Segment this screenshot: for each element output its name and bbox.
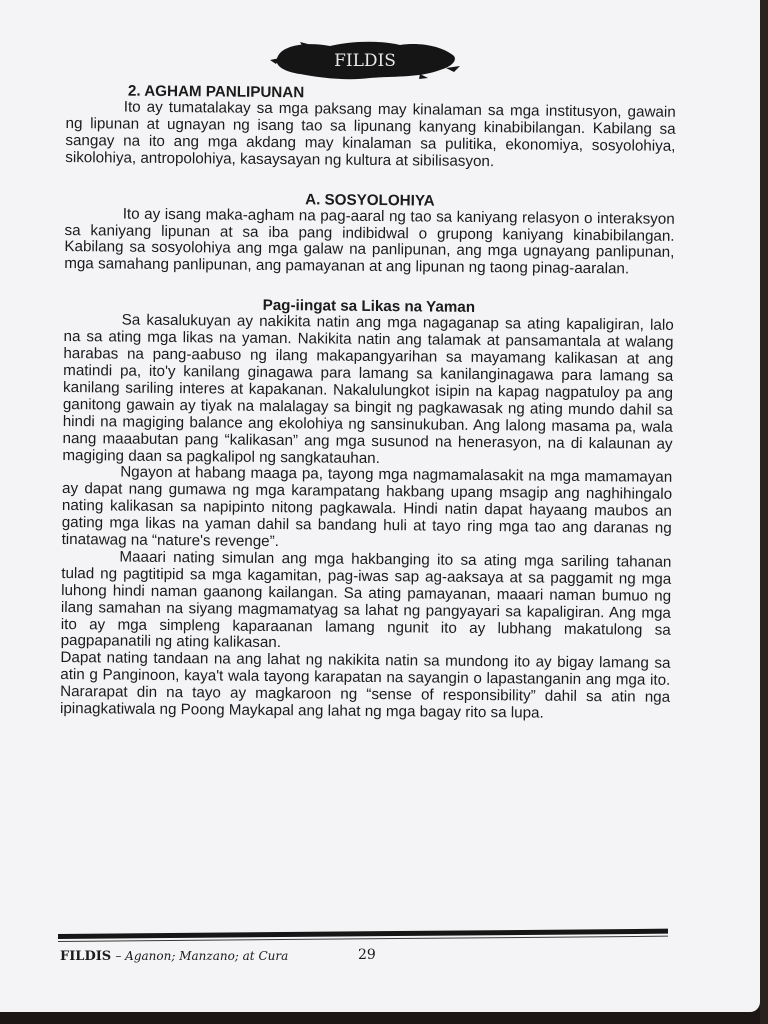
paragraph-sosyolohiya: Ito ay isang maka-agham na pag-aaral ng tao sa kaniyang relasyon o interaksyon sa kaniyang lipunan at sa iba pang indibidwal o grupong kaniyang kinabibilangan. Kabilang sa sosyolohiya ang mga galaw na panlipunan, ang mga ugnayang panlipunan, mga samahang panlipunan, ang pamayanan at ang lipunan ng taong pinag-aaralan. <box>64 205 675 278</box>
section-heading-agham-panlipunan: 2. AGHAM PANLIPUNAN <box>127 82 305 102</box>
paragraph-likas-yaman-1: Sa kasalukuyan ay nakikita natin ang mga nagaganap sa ating kapaligiran, lalo na sa ating mga likas na yaman. Nakikita natin ang talamak at pansamantala at walang harabas na pang-aabuso ng ilang makapangyarihan sa mayamang kalikasan at ang matindi pa, ito'y kanilang ginagawa para lamang sa kanilanginagawa para lamang sa kanilang sariling interes at kapakanan. Nakalulungkot isipin na kapag nagpatuloy pa ang ganitong gawain ay tiyak na malalagay sa bingit ng pagkawasak ng ating mundo dahil sa hindi na magiging balance ang ekolohiya ng sansinukuban. Ang lalong masama pa, wala nang maaabutan pang “kalikasan” ang mga susunod na henerasyon, na di kalaunan ay magiging daan sa pagkalipol ng sangkatauhan. <box>62 311 674 467</box>
fildis-logo <box>270 38 460 82</box>
paragraph-likas-yaman-3: Maaari nating simulan ang mga hakbanging ito sa ating mga sariling tahanan tulad ng pagtitipid sa mga kagamitan, pag-iwas sap ag-aaksaya at sa paggamit ng mga luhong hindi naman gaanong kailangan. Sa ating pamayanan, maaari naman bumuo ng ilang samahan na siyang magmamatyag sa lahat ng pangyayari sa kapaligiran. Ang mga ito ay mga simpleng kaparaanan lamang ngunit ito ay lubhang makatulong sa pagpapanatili ng ating kalikasan. <box>60 548 672 652</box>
page-edge-shadow <box>760 0 768 1024</box>
paragraph-agham-panlipunan: Ito ay tumatalakay sa mga paksang may kinalaman sa mga institusyon, gawain ng lipunan at ugnayan ng isang tao sa lipunang kanyang kinabibilangan. Kabilang sa sangay na ito ang mga akdang may kinalaman sa pulitika, ekonomiya, sosyolohiya, sikolohiya, antropolohiya, kasaysayan ng kultura at sibilisasyon. <box>65 98 676 170</box>
footer-credit <box>60 949 288 964</box>
section-heading-sosyolohiya: A. SOSYOLOHIYA <box>305 190 435 210</box>
section-heading-likas-na-yaman: Pag-iingat sa Likas na Yaman <box>262 297 476 317</box>
document-body <box>60 82 676 724</box>
footer-authors: – Aganon; Manzano; at Cura <box>115 949 289 963</box>
svg-text:FILDIS: FILDIS <box>334 51 396 71</box>
paragraph-likas-yaman-2: Ngayon at habang maaga pa, tayong mga nagmamalasakit na mga mamamayan ay dapat nang gumawa ng mga karampatang hakbang upang msagip ang naghihingalo nating kalikasan sa napipinto nitong pagkawala. Hindi natin dapat hayaang maubos an gating mga likas na yaman dahil sa bandang huli at tayo ring mga tao ang daranas ng tinatawag na “nature's revenge”. <box>61 463 673 551</box>
page-number: 29 <box>358 947 376 963</box>
paragraph-closing: Dapat nating tandaan na ang lahat ng nakikita natin sa mundong ito ay bigay lamang sa atin g Panginoon, kaya't wala tayong karapatan na sayangin o lapastanganin ang mga ito. Nararapat din na tayo ay magkaroon ng “sense of responsibility” dahil sa atin nga ipinagkatiwala ng Poong Maykapal ang lahat ng mga bagay rito sa lupa. <box>59 649 671 722</box>
footer-brand: FILDIS <box>60 949 112 964</box>
